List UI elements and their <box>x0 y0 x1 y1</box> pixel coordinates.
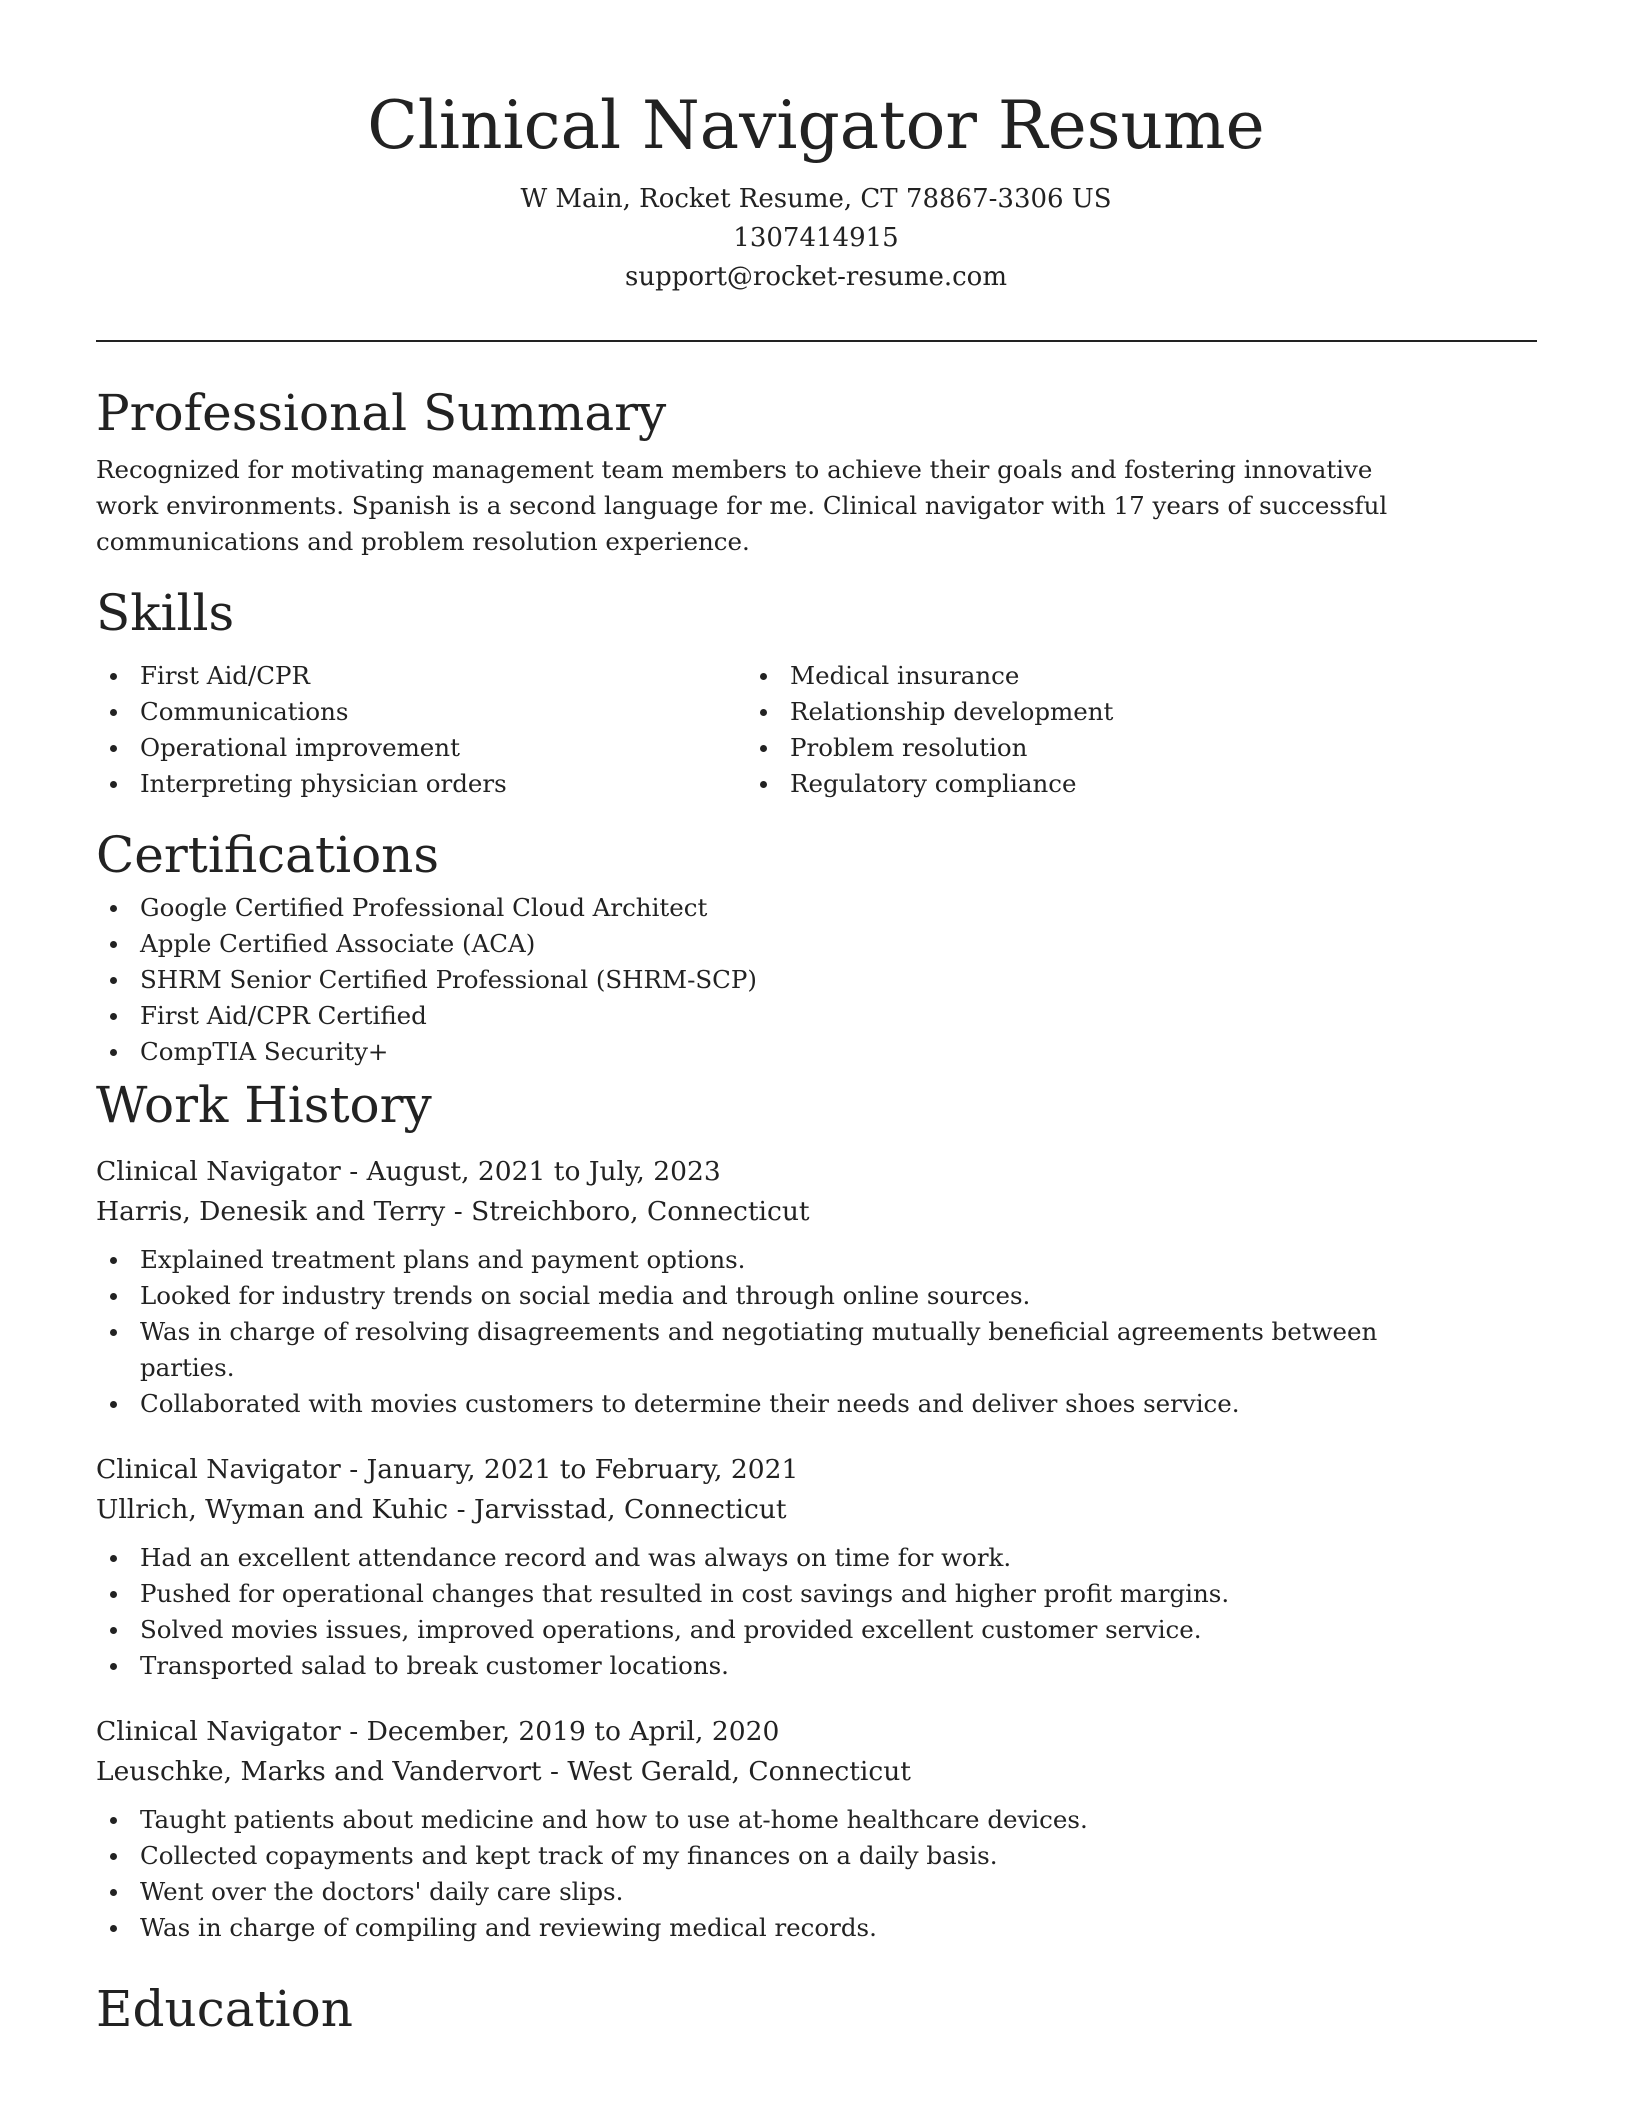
summary-heading: Professional Summary <box>96 384 667 442</box>
job-company-line <box>96 1192 1418 1232</box>
skill-item: First Aid/CPR <box>96 658 746 694</box>
skills-list <box>96 658 1418 802</box>
job-entry <box>96 1450 1418 1684</box>
certification-item: SHRM Senior Certified Professional (SHRM-SCP) <box>96 962 1418 998</box>
work-history-list <box>96 1152 1537 1946</box>
job-separator: - <box>340 1454 367 1485</box>
job-separator: - <box>340 1716 367 1747</box>
certification-item: Apple Certified Associate (ACA) <box>96 926 1418 962</box>
job-dates: January, 2021 to February, 2021 <box>366 1454 799 1485</box>
work-history-heading: Work History <box>96 1076 432 1134</box>
job-company-line <box>96 1752 1418 1792</box>
job-title-line <box>96 1450 1418 1490</box>
job-separator: - <box>541 1756 568 1787</box>
skill-item: Medical insurance <box>746 658 1396 694</box>
job-separator: - <box>445 1196 472 1227</box>
skill-item: Relationship development <box>746 694 1396 730</box>
skill-item: Regulatory compliance <box>746 766 1396 802</box>
job-duties-list <box>96 1802 1418 1946</box>
job-entry <box>96 1152 1418 1422</box>
skill-item: Interpreting physician orders <box>96 766 746 802</box>
job-separator: - <box>448 1494 474 1525</box>
header-divider <box>96 340 1537 342</box>
phone-text: 1307414915 <box>733 223 899 253</box>
job-duty-item: Collected copayments and kept track of my finances on a daily basis. <box>96 1838 1418 1874</box>
job-duty-item: Had an excellent attendance record and was always on time for work. <box>96 1540 1418 1576</box>
job-title-line <box>96 1712 1418 1752</box>
job-separator: - <box>340 1156 367 1187</box>
education-heading: Education <box>96 1980 353 2038</box>
job-duties-list <box>96 1540 1418 1684</box>
job-role: Clinical Navigator <box>96 1454 341 1485</box>
certification-item: First Aid/CPR Certified <box>96 998 1418 1034</box>
job-company: Harris, Denesik and Terry <box>96 1196 446 1227</box>
job-duty-item: Taught patients about medicine and how to use at-home healthcare devices. <box>96 1802 1418 1838</box>
page-title: Clinical Navigator Resume <box>367 87 1265 164</box>
summary-text: Recognized for motivating management team members to achieve their goals and fostering innovative work environments. Spanish is a second language for me. Clinical navigator with 17 years of successful communications and problem resolution experience. <box>96 455 1388 556</box>
job-role: Clinical Navigator <box>96 1716 341 1747</box>
job-duty-item: Collaborated with movies customers to determine their needs and deliver shoes service. <box>96 1386 1418 1422</box>
job-company: Leuschke, Marks and Vandervort <box>96 1756 542 1787</box>
job-dates: August, 2021 to July, 2023 <box>366 1156 721 1187</box>
skills-column-left <box>96 658 746 802</box>
job-company-line <box>96 1490 1418 1530</box>
job-duties-list <box>96 1242 1418 1422</box>
certifications-list <box>96 890 1418 1070</box>
resume-header <box>0 86 1632 297</box>
job-duty-item: Was in charge of resolving disagreements and negotiating mutually beneficial agreements between parties. <box>96 1314 1418 1386</box>
email-link[interactable]: support@rocket-resume.com <box>624 262 1007 292</box>
job-role: Clinical Navigator <box>96 1156 341 1187</box>
job-company: Ullrich, Wyman and Kuhic <box>96 1494 449 1525</box>
certification-item: Google Certified Professional Cloud Architect <box>96 890 1418 926</box>
job-location: Jarvisstad, Connecticut <box>473 1494 787 1525</box>
job-location: Streichboro, Connecticut <box>471 1196 810 1227</box>
contact-info <box>0 180 1632 297</box>
address-text: W Main, Rocket Resume, CT 78867-3306 US <box>520 184 1112 214</box>
certification-item: CompTIA Security+ <box>96 1034 1418 1070</box>
skill-item: Problem resolution <box>746 730 1396 766</box>
job-entry <box>96 1712 1418 1946</box>
skill-item: Operational improvement <box>96 730 746 766</box>
job-duty-item: Went over the doctors' daily care slips. <box>96 1874 1418 1910</box>
job-dates: December, 2019 to April, 2020 <box>366 1716 780 1747</box>
job-location: West Gerald, Connecticut <box>567 1756 911 1787</box>
job-duty-item: Transported salad to break customer locations. <box>96 1648 1418 1684</box>
job-duty-item: Explained treatment plans and payment options. <box>96 1242 1418 1278</box>
job-duty-item: Pushed for operational changes that resulted in cost savings and higher profit margins. <box>96 1576 1418 1612</box>
certifications-heading: Certifications <box>96 826 440 884</box>
skills-heading: Skills <box>96 584 235 642</box>
job-duty-item: Looked for industry trends on social media and through online sources. <box>96 1278 1418 1314</box>
job-title-line <box>96 1152 1418 1192</box>
skills-column-right <box>746 658 1396 802</box>
job-duty-item: Solved movies issues, improved operations, and provided excellent customer service. <box>96 1612 1418 1648</box>
resume-body <box>96 378 1537 2044</box>
skill-item: Communications <box>96 694 746 730</box>
job-duty-item: Was in charge of compiling and reviewing medical records. <box>96 1910 1418 1946</box>
